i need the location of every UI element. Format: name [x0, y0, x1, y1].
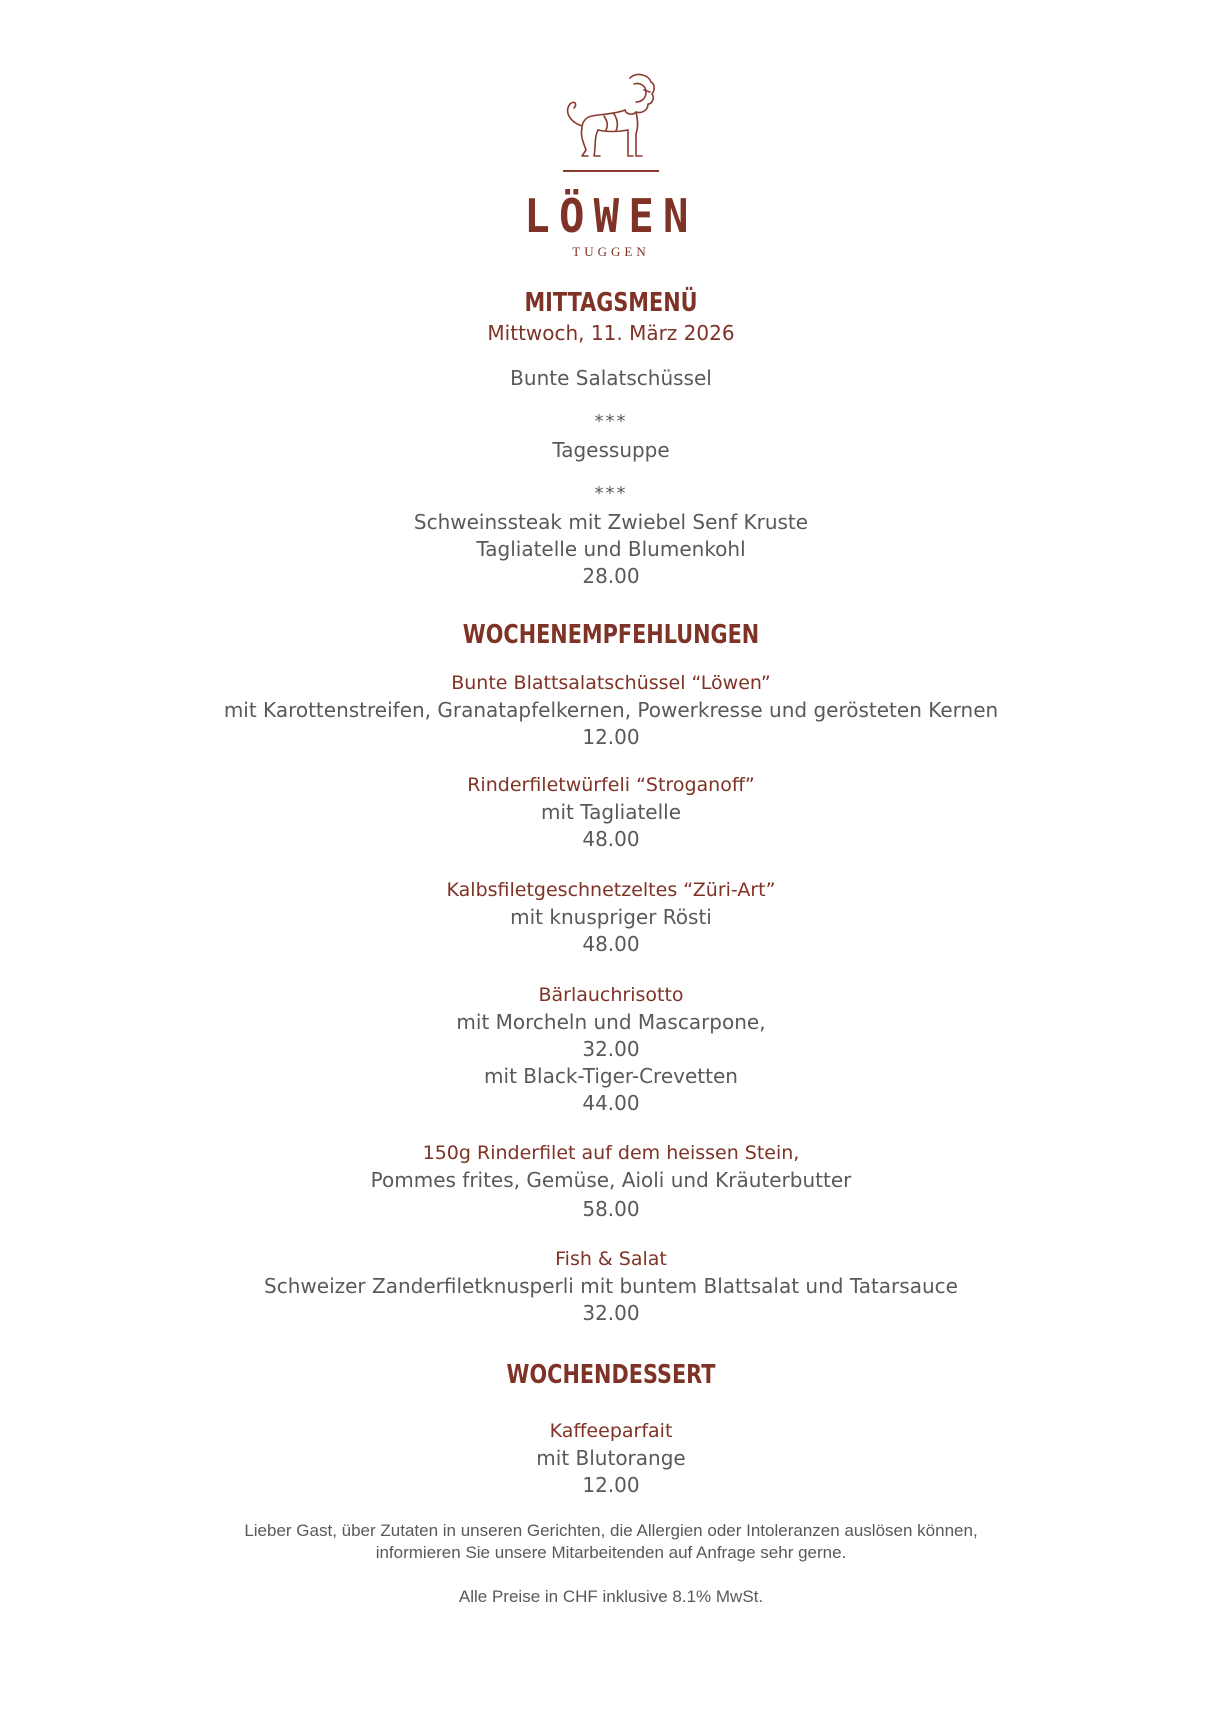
lunch-separator-1	[0, 410, 1222, 434]
weekly-title: WOCHENEMPFEHLUNGEN	[462, 620, 760, 650]
lunch-menu-title: MITTAGSMENÜ	[524, 288, 698, 318]
lunch-main-course	[0, 509, 1222, 590]
allergy-note-line-2: informieren Sie unsere Mitarbeitenden auf Anfrage sehr gerne.	[375, 1543, 847, 1562]
lunch-main-line-1: Schweinssteak mit Zwiebel Senf Kruste	[413, 510, 809, 534]
lunch-main-line-2: Tagliatelle und Blumenkohl	[476, 537, 746, 561]
dish-description: mit knuspriger Rösti	[510, 905, 712, 929]
dish-title: Fish & Salat	[555, 1248, 667, 1270]
allergy-note	[0, 1520, 1222, 1564]
dish-price: 32.00	[582, 1301, 640, 1325]
lunch-separator-2	[0, 482, 1222, 506]
dish-title: 150g Rinderfilet auf dem heissen Stein,	[422, 1142, 800, 1164]
allergy-note-line-1: Lieber Gast, über Zutaten in unseren Gerichten, die Allergien oder Intoleranzen auslösen können,	[244, 1521, 978, 1540]
dish-price: 12.00	[582, 1473, 640, 1497]
lunch-soup: Tagessuppe	[552, 438, 670, 462]
dish-title: Bunte Blattsalatschüssel “Löwen”	[451, 672, 771, 694]
list-item	[0, 982, 1222, 1117]
list-item	[0, 1418, 1222, 1499]
dish-title: Bärlauchrisotto	[538, 984, 684, 1006]
restaurant-location: TUGGEN	[572, 244, 650, 259]
dessert-title: WOCHENDESSERT	[506, 1360, 716, 1390]
dish-title: Kaffeeparfait	[549, 1420, 673, 1442]
separator-stars: ***	[594, 411, 628, 432]
price-note-text: Alle Preise in CHF inklusive 8.1% MwSt.	[458, 1587, 764, 1606]
lion-icon	[556, 70, 666, 170]
dish-price: 58.00	[582, 1197, 640, 1221]
dish-title: Kalbsfiletgeschnetzeltes “Züri-Art”	[446, 879, 776, 901]
restaurant-name: LÖWEN	[524, 189, 698, 243]
restaurant-logo	[0, 70, 1222, 260]
dish-description: mit Blutorange	[536, 1446, 686, 1470]
dish-description: mit Morcheln und Mascarpone,	[456, 1010, 766, 1034]
separator-stars: ***	[594, 483, 628, 504]
price-note	[0, 1586, 1222, 1608]
list-item	[0, 877, 1222, 958]
weekly-section	[0, 618, 1222, 652]
dish-description: mit Karottenstreifen, Granatapfelkernen, Powerkresse und gerösteten Kernen	[223, 698, 999, 722]
lunch-menu-section	[0, 287, 1222, 347]
menu-date: Mittwoch, 11. März 2026	[487, 321, 735, 345]
lunch-course-2	[0, 437, 1222, 464]
lunch-starter: Bunte Salatschüssel	[510, 366, 712, 390]
dish-price: 48.00	[582, 827, 640, 851]
logo-divider	[563, 170, 659, 172]
lunch-course-1	[0, 365, 1222, 392]
dish-description-option: mit Black-Tiger-Crevetten	[484, 1064, 738, 1088]
list-item	[0, 772, 1222, 853]
list-item	[0, 670, 1222, 751]
dish-title: Rinderfiletwürfeli “Stroganoff”	[467, 774, 755, 796]
lunch-price: 28.00	[582, 564, 640, 588]
dish-description: Pommes frites, Gemüse, Aioli und Kräuterbutter	[370, 1168, 852, 1192]
list-item	[0, 1246, 1222, 1327]
dish-description: Schweizer Zanderfiletknusperli mit buntem Blattsalat und Tatarsauce	[264, 1274, 958, 1298]
dish-price: 12.00	[582, 725, 640, 749]
dessert-section	[0, 1358, 1222, 1392]
dish-price: 48.00	[582, 932, 640, 956]
dish-price-option: 44.00	[582, 1091, 640, 1115]
list-item	[0, 1140, 1222, 1223]
dish-description: mit Tagliatelle	[540, 800, 682, 824]
dish-price: 32.00	[582, 1037, 640, 1061]
